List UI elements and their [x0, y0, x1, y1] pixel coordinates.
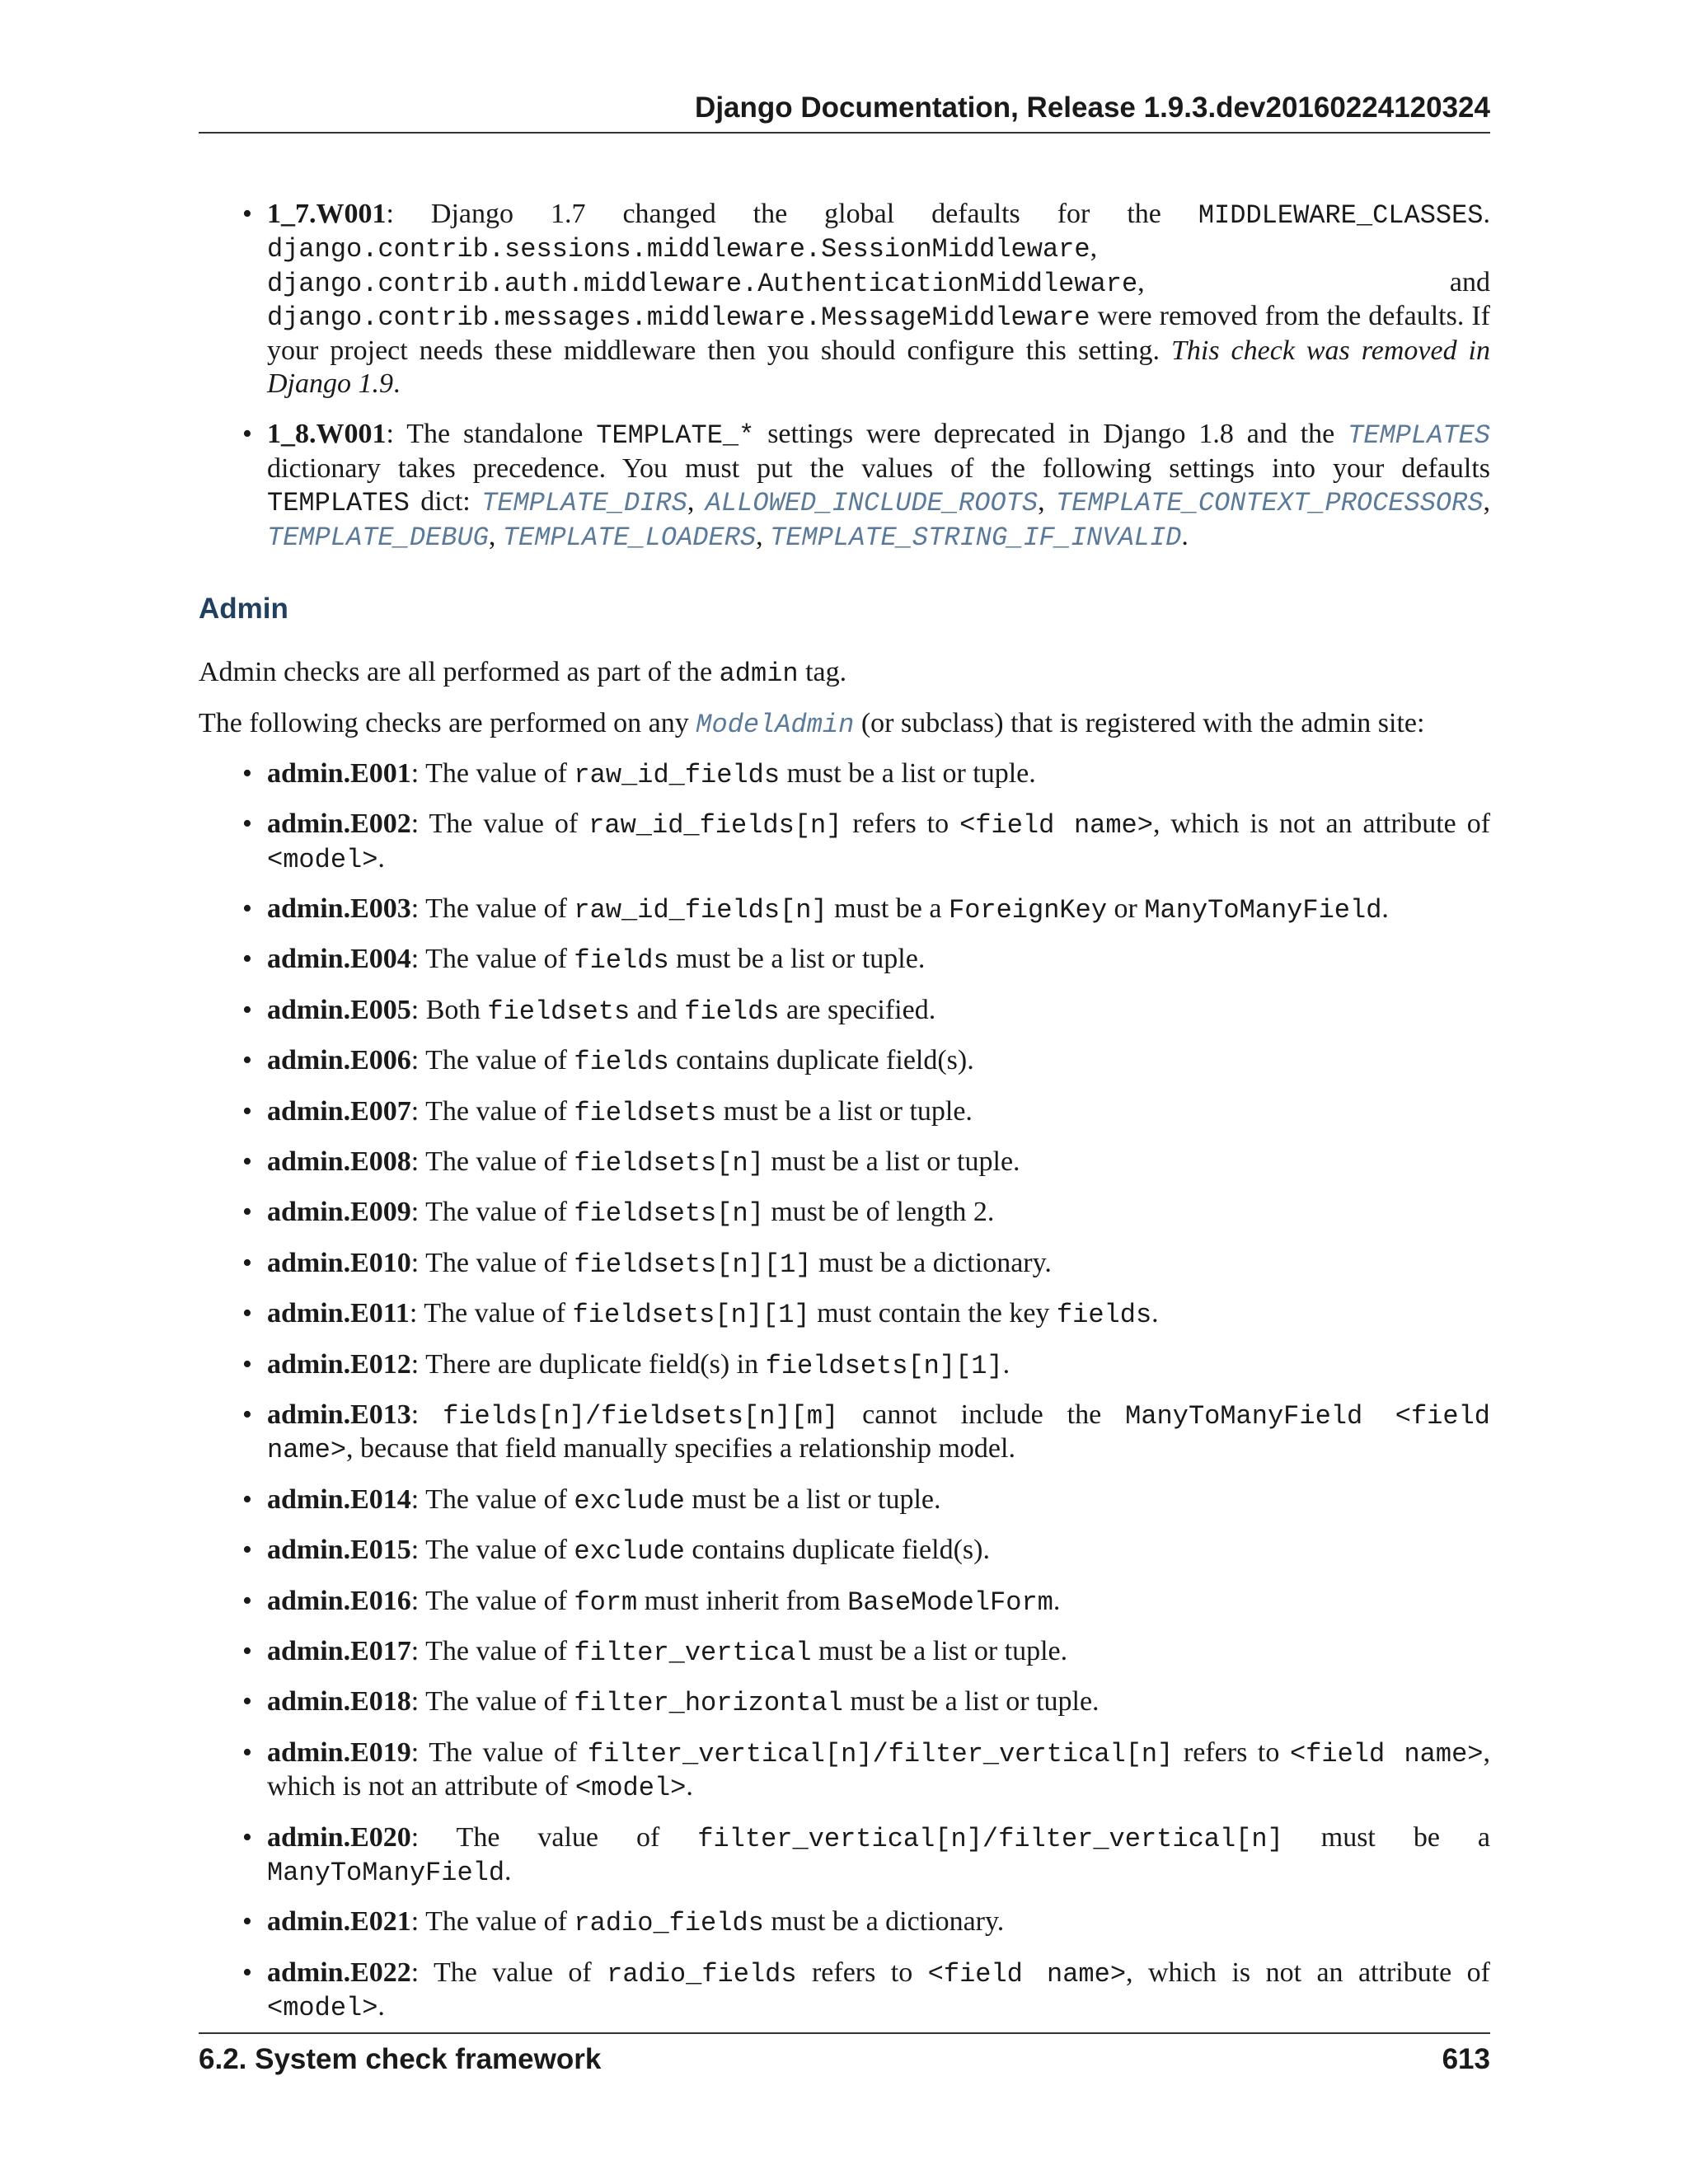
text: must be a list or tuple. [668, 944, 926, 975]
text: , and [1137, 266, 1490, 298]
check-code: admin.E010 [267, 1247, 411, 1278]
doc-link[interactable]: ModelAdmin [696, 709, 855, 740]
check-code: admin.E004 [267, 944, 411, 975]
list-item [199, 1585, 1490, 1619]
text: . [393, 368, 401, 400]
inline-code: fieldsets [487, 996, 631, 1027]
list-item [199, 1348, 1490, 1382]
text: : The value of [410, 1197, 574, 1228]
text: must be a list or tuple. [763, 1146, 1020, 1178]
inline-code: <model> [574, 1773, 687, 1804]
inline-code: BaseModelForm [847, 1586, 1053, 1618]
inline-code: <field name> [1289, 1738, 1484, 1769]
list-item [199, 418, 1490, 554]
inline-code: fields [574, 1047, 669, 1078]
check-code: admin.E017 [267, 1635, 411, 1666]
list-item [199, 1247, 1490, 1281]
text: , [687, 486, 706, 518]
doc-link[interactable]: TEMPLATE_CONTEXT_PROCESSORS [1056, 488, 1484, 519]
text: were removed from the defaults. If your project needs these middleware then you should configure this setting. [267, 301, 1490, 366]
text: dictionary takes precedence. You must put the values of the following settings into your defaults [267, 452, 1490, 484]
text: cannot include the [838, 1399, 1126, 1430]
doc-link[interactable]: ALLOWED_INCLUDE_ROOTS [705, 488, 1039, 519]
text: . [686, 1771, 693, 1802]
check-code: admin.E001 [267, 757, 411, 789]
list-item [199, 1044, 1490, 1078]
check-code: admin.E012 [267, 1348, 411, 1380]
inline-code: admin [719, 658, 799, 690]
text: . [1151, 1298, 1159, 1329]
check-code: admin.E006 [267, 1045, 411, 1076]
inline-code: ManyToManyField [1144, 895, 1382, 926]
text: : Both [410, 994, 488, 1025]
inline-code: filter_vertical [574, 1637, 812, 1668]
text: : The value of [410, 1045, 574, 1076]
text: . [1181, 520, 1189, 551]
list-item [199, 1905, 1490, 1939]
text: . [1381, 893, 1389, 925]
text: : The value of [410, 1483, 574, 1515]
text: : The value of [410, 1535, 574, 1566]
text: , [756, 520, 771, 551]
text: : The value of [410, 1957, 607, 1988]
running-header: Django Documentation, Release 1.9.3.dev20160224120324 [199, 91, 1490, 134]
inline-code: fieldsets[n][1] [572, 1300, 810, 1331]
check-code: admin.E003 [267, 893, 411, 925]
text: must be a list or tuple. [716, 1095, 973, 1127]
check-code: admin.E021 [267, 1906, 411, 1938]
check-code: 1_8.W001 [267, 419, 387, 450]
text: Admin checks are all performed as part of the [199, 657, 720, 688]
check-code: 1_7.W001 [267, 199, 387, 229]
list-item [199, 808, 1490, 876]
list-item [199, 198, 1490, 401]
inline-code: fieldsets[n][1] [765, 1350, 1003, 1381]
inline-code: filter_horizontal [574, 1688, 843, 1719]
text: must inherit from [637, 1585, 848, 1616]
inline-code: MIDDLEWARE_CLASSES [1198, 200, 1484, 231]
inline-code: raw_id_fields[n] [588, 810, 842, 841]
text: are specified. [779, 994, 936, 1025]
text: must be a dictionary. [811, 1247, 1052, 1278]
check-code: admin.E002 [267, 808, 411, 840]
inline-code: filter_vertical[n]/filter_vertical[n] [587, 1738, 1174, 1769]
check-code: admin.E005 [267, 994, 411, 1025]
list-item [199, 1534, 1490, 1568]
text: , because that field manually specifies a relationship model. [346, 1433, 1015, 1465]
inline-code: raw_id_fields[n] [574, 895, 828, 926]
list-item [199, 1399, 1490, 1467]
list-item [199, 1196, 1490, 1230]
inline-code: exclude [574, 1485, 685, 1516]
running-footer [199, 2032, 1490, 2077]
list-item [199, 893, 1490, 926]
check-code: admin.E018 [267, 1686, 411, 1718]
check-code: admin.E014 [267, 1483, 411, 1515]
admin-check-list [199, 757, 1490, 2025]
admin-scope-paragraph [199, 707, 1490, 741]
inline-code: radio_fields [574, 1908, 764, 1939]
list-item [199, 1297, 1490, 1331]
inline-code: <field name> [927, 1958, 1127, 1990]
emphasis: This check was removed in Django 1.9 [267, 335, 1490, 400]
list-item [199, 994, 1490, 1028]
text: . [1053, 1585, 1061, 1616]
inline-code: fields[n]/fieldsets[n][m] [443, 1400, 839, 1432]
text: contains duplicate field(s). [684, 1535, 990, 1566]
inline-code: ManyToManyField <field name> [267, 1400, 1491, 1466]
text: : The value of [410, 1585, 574, 1616]
doc-link[interactable]: TEMPLATE_LOADERS [502, 522, 757, 553]
text: refers to [842, 808, 960, 840]
admin-intro-paragraph [199, 656, 1490, 690]
inline-code: ForeignKey [948, 895, 1108, 926]
inline-code: raw_id_fields [574, 759, 781, 790]
inline-code: django.contrib.auth.middleware.AuthenticationMiddleware [267, 268, 1138, 299]
text: : The value of [410, 944, 574, 975]
text: refers to [1173, 1736, 1290, 1768]
check-code: admin.E011 [267, 1298, 410, 1329]
doc-link[interactable]: TEMPLATES [1348, 420, 1490, 452]
footer-section-title: 6.2. System check framework [199, 2043, 602, 2075]
text: : [410, 1399, 443, 1430]
check-code: admin.E020 [267, 1821, 411, 1853]
text: , which is not an attribute of [1152, 808, 1491, 840]
text: . [1483, 199, 1490, 229]
inline-code: fields [1056, 1300, 1152, 1331]
text: must contain the key [809, 1298, 1057, 1329]
check-code: admin.E022 [267, 1957, 411, 1988]
list-item [199, 1957, 1490, 2025]
doc-link[interactable]: TEMPLATE_DIRS [481, 488, 687, 519]
inline-code: <field name> [959, 810, 1153, 841]
inline-code: fields [574, 945, 669, 977]
text: and [630, 994, 685, 1025]
page-number: 613 [1442, 2043, 1490, 2075]
text: : Django 1.7 changed the global defaults for the [386, 199, 1198, 229]
inline-code: TEMPLATES [267, 488, 410, 519]
text: , [1090, 232, 1098, 264]
inline-code: <model> [267, 844, 378, 875]
text: : There are duplicate field(s) in [410, 1348, 766, 1380]
inline-code: django.contrib.sessions.middleware.SessionMiddleware [267, 234, 1090, 265]
text: . [504, 1855, 512, 1886]
text: , which is not an attribute of [1126, 1957, 1490, 1988]
text: : The value of [410, 1635, 574, 1666]
text: must be a list or tuple. [842, 1686, 1100, 1718]
text: : The value of [410, 1686, 574, 1718]
check-code: admin.E007 [267, 1095, 411, 1127]
page-content [199, 198, 1490, 2041]
text: : The value of [410, 1146, 574, 1178]
text: must be a list or tuple. [684, 1483, 941, 1515]
text: settings were deprecated in Django 1.8 and the [754, 419, 1348, 450]
text: : The value of [410, 757, 574, 789]
list-item [199, 1635, 1490, 1669]
list-item [199, 1146, 1490, 1179]
text: dict: [409, 486, 482, 518]
text: : The value of [410, 808, 589, 840]
inline-code: form [574, 1586, 638, 1618]
list-item [199, 1095, 1490, 1129]
text: must be a [1282, 1821, 1490, 1853]
doc-link[interactable]: TEMPLATE_DEBUG [267, 522, 489, 553]
text: tag. [798, 657, 847, 688]
text: , [488, 520, 503, 551]
text: must be a list or tuple. [811, 1635, 1068, 1666]
text: : The value of [410, 1906, 574, 1938]
inline-code: filter_vertical[n]/filter_vertical[n] [697, 1823, 1283, 1854]
text: (or subclass) that is registered with the admin site: [854, 707, 1425, 738]
text: or [1107, 893, 1145, 925]
top-check-list [199, 198, 1490, 554]
doc-link[interactable]: TEMPLATE_STRING_IF_INVALID [770, 522, 1182, 553]
list-item [199, 943, 1490, 977]
inline-code: exclude [574, 1536, 685, 1568]
inline-code: fieldsets[n] [574, 1148, 764, 1179]
inline-code: <model> [267, 1993, 378, 2024]
text: : The value of [410, 1821, 698, 1853]
check-code: admin.E015 [267, 1535, 411, 1566]
inline-code: fieldsets [574, 1097, 717, 1128]
inline-code: ManyToManyField [267, 1857, 505, 1888]
check-code: admin.E019 [267, 1736, 411, 1768]
check-code: admin.E016 [267, 1585, 411, 1616]
text: . [377, 842, 385, 874]
section-heading-admin: Admin [199, 593, 288, 626]
text: must be a list or tuple. [780, 757, 1036, 789]
text: : The value of [410, 1247, 574, 1278]
text: contains duplicate field(s). [668, 1045, 974, 1076]
text: : The value of [410, 1736, 588, 1768]
text: refers to [796, 1957, 928, 1988]
text: must be a [827, 893, 949, 925]
text: , [1483, 486, 1491, 518]
text: , [1038, 486, 1057, 518]
text: The following checks are performed on any [199, 707, 696, 738]
inline-code: radio_fields [607, 1958, 797, 1990]
text: must be of length 2. [763, 1197, 995, 1228]
text: . [377, 1991, 385, 2022]
list-item [199, 757, 1490, 791]
text: : The standalone [386, 419, 597, 450]
list-item [199, 1483, 1490, 1517]
list-item [199, 1685, 1490, 1719]
text: : The value of [409, 1298, 573, 1329]
check-code: admin.E009 [267, 1197, 411, 1228]
inline-code: fields [684, 996, 780, 1027]
list-item [199, 1821, 1490, 1890]
inline-code: django.contrib.messages.middleware.MessageMiddleware [267, 302, 1090, 334]
inline-code: TEMPLATE_* [596, 420, 755, 452]
text: must be a dictionary. [763, 1906, 1005, 1938]
list-item [199, 1736, 1490, 1805]
text: , which is not an attribute of [267, 1736, 1490, 1802]
check-code: admin.E008 [267, 1146, 411, 1178]
check-code: admin.E013 [267, 1399, 411, 1430]
text: . [1002, 1348, 1010, 1380]
inline-code: fieldsets[n] [574, 1198, 764, 1230]
text: : The value of [410, 1095, 574, 1127]
text: : The value of [410, 893, 574, 925]
inline-code: fieldsets[n][1] [574, 1249, 812, 1280]
